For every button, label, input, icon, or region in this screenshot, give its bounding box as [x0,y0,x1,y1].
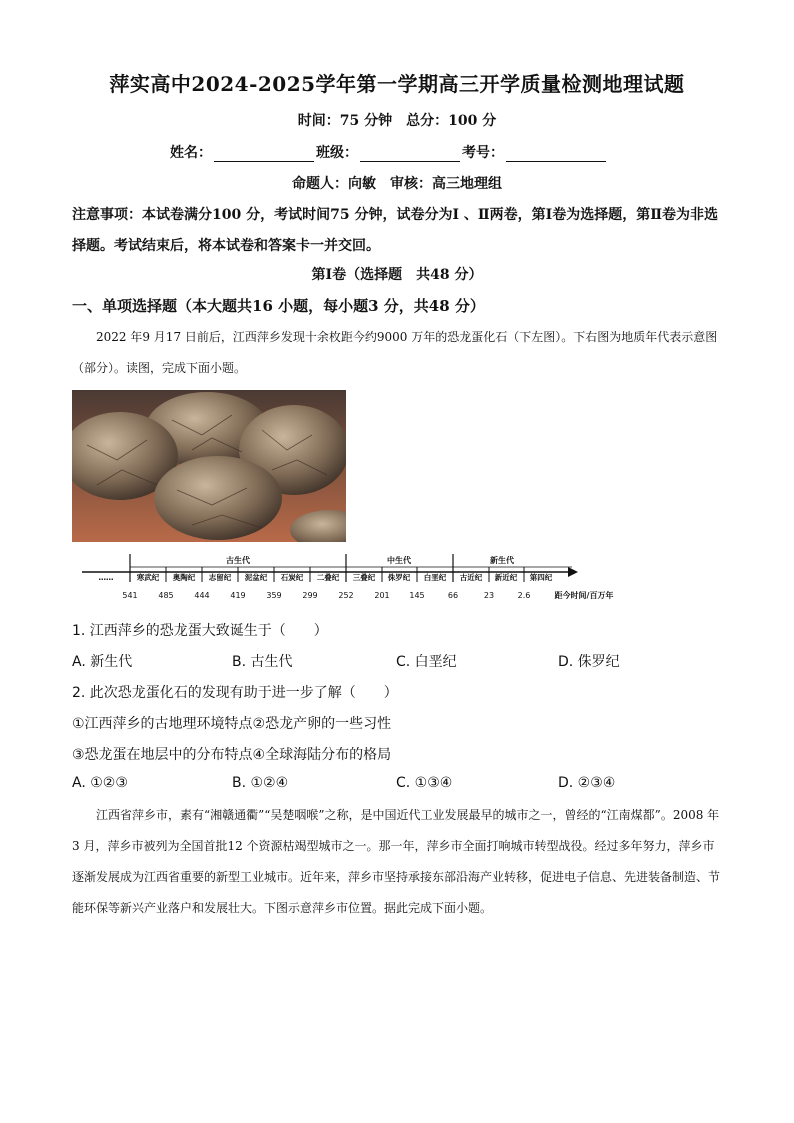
name-label: 姓名： [170,145,212,161]
period-label: …… [98,573,114,582]
age-tick: 359 [266,591,282,600]
period-label: 第四纪 [529,573,553,582]
timeline-unit: 距今时间/百万年 [554,591,614,600]
name-blank[interactable] [214,147,314,162]
age-tick: 66 [447,591,459,600]
dinosaur-egg-image [72,390,346,542]
dinosaur-egg-photo [72,390,346,542]
period-label: 寒武纪 [136,573,160,582]
age-tick: 2.6 [517,591,531,600]
period-label: 志留纪 [208,573,232,582]
era-label: 古生代 [226,556,250,565]
period-label: 古近纪 [459,573,483,582]
question-2-statements-2: ③恐龙蛋在地层中的分布特点④全球海陆分布的格局 [72,747,392,763]
age-tick: 444 [194,591,210,600]
student-info-line [170,142,608,162]
question-2-stem: 2. 此次恐龙蛋化石的发现有助于进一步了解（ ） [72,685,398,701]
period-label: 泥盆纪 [244,573,268,582]
period-label: 二叠纪 [316,573,340,582]
class-blank[interactable] [360,147,460,162]
age-tick: 419 [230,591,246,600]
question-2-option-a[interactable]: A. ①②③ [72,775,128,791]
period-label: 三叠纪 [352,573,376,582]
geologic-timeline [72,552,632,604]
author-line: 命题人：向敏 审核：高三地理组 [292,176,502,192]
question-1-option-d[interactable]: D. 侏罗纪 [558,654,620,670]
question-1-option-a[interactable]: A. 新生代 [72,654,133,670]
question-2-statements-1: ①江西萍乡的古地理环境特点②恐龙产卵的一些习性 [72,716,392,732]
exam-number-blank[interactable] [506,147,606,162]
era-label: 新生代 [490,556,514,565]
question-2-option-c[interactable]: C. ①③④ [396,775,453,791]
question-2-option-d[interactable]: D. ②③④ [558,775,616,791]
era-label: 中生代 [387,556,411,565]
section-heading: 第Ⅰ卷（选择题 共48 分） [311,267,483,283]
passage-pingxiang: 江西省萍乡市，素有“湘赣通衢”“吴楚咽喉”之称，是中国近代工业发展最早的城市之一，曾经的“江南煤都”。2008 年3 月，萍乡市被列为全国首批12 个资源枯竭型城市之一。那一年，萍乡市全面打响城市转型战役。经过多年努力，萍乡市逐渐发展成为江西省重要的新型工业城市。近年来，萍乡市坚持承接东部沿海产业转移，促进电子信息、先进装备制造、节能环保等新兴产业落户和发展壮大。下图示意萍乡市位置。据此完成下面小题。 [72,808,721,915]
period-label: 侏罗纪 [387,573,411,582]
age-tick: 23 [483,591,495,600]
notice-text: 注意事项：本试卷满分100 分，考试时间75 分钟，试卷分为Ⅰ 、Ⅱ两卷，第Ⅰ卷为选择题，第Ⅱ卷为非选择题。考试结束后，将本试卷和答案卡一并交回。 [72,207,719,254]
exam-number-label: 考号： [462,145,504,161]
question-type-heading: 一、单项选择题（本大题共16 小题，每小题3 分，共48 分） [72,297,485,315]
age-tick: 145 [409,591,425,600]
period-label: 新近纪 [494,573,518,582]
period-label: 奥陶纪 [172,573,196,582]
age-tick: 541 [122,591,138,600]
exam-meta: 时间：75 分钟 总分：100 分 [297,113,497,129]
age-tick: 485 [158,591,174,600]
question-2-option-b[interactable]: B. ①②④ [232,775,289,791]
question-1-option-b[interactable]: B. 古生代 [232,654,293,670]
age-tick: 299 [302,591,318,600]
question-1-stem: 1. 江西萍乡的恐龙蛋大致诞生于（ ） [72,623,328,639]
question-1-option-c[interactable]: C. 白垩纪 [396,654,457,670]
period-label: 石炭纪 [280,573,304,582]
page-title: 萍实高中2024-2025学年第一学期高三开学质量检测地理试题 [109,72,685,96]
age-tick: 201 [374,591,390,600]
class-label: 班级： [316,145,358,161]
age-tick: 252 [338,591,354,600]
passage-dinosaur: 2022 年9 月17 日前后，江西萍乡发现十余枚距今约9000 万年的恐龙蛋化石（下左图）。下右图为地质年代表示意图（部分）。读图，完成下面小题。 [72,330,718,375]
period-label: 白垩纪 [423,573,447,582]
